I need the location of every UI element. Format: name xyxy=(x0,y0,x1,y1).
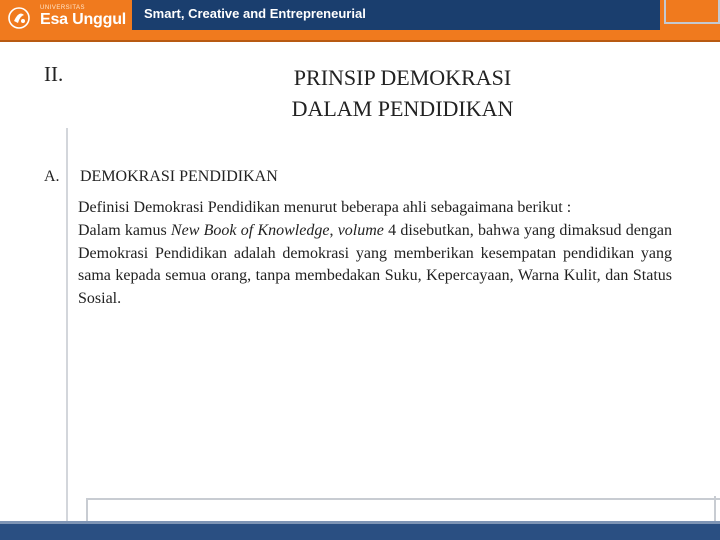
footer-bar xyxy=(0,524,720,540)
logo xyxy=(0,0,130,38)
book-title: New Book of Knowledge xyxy=(170,221,330,239)
para-text-post: 4 disebutkan, bahwa yang dimaksud dengan Demokrasi Pendidikan adalah demokrasi yang memberikan kesempatan pendidikan yang sama kepada semua orang, tanpa membedakan Suku, Kepercayaan, Warna Kulit, dan Status Sosial. xyxy=(78,221,672,308)
sub-heading xyxy=(44,168,278,186)
esa-unggul-logo-icon xyxy=(8,7,30,29)
sub-heading-text: DEMOKRASI PENDIDIKAN xyxy=(80,168,278,185)
paragraph-dictionary xyxy=(78,220,672,311)
volume-word: volume xyxy=(337,221,384,239)
para-text-pre: Dalam kamus xyxy=(78,221,171,239)
section-number: II. xyxy=(44,62,64,86)
slide-title xyxy=(200,62,605,124)
title-line-1: PRINSIP DEMOKRASI xyxy=(293,65,512,90)
paragraph-definition: Definisi Demokrasi Pendidikan menurut beberapa ahli sebagaimana berikut : xyxy=(78,199,572,216)
footer-decorative-edge xyxy=(714,496,716,524)
sub-heading-label: A. xyxy=(44,168,60,185)
header-decoration xyxy=(664,0,720,24)
title-line-2: DALAM PENDIDIKAN xyxy=(291,96,514,121)
para-text-mid: , xyxy=(329,221,338,239)
left-decorative-line xyxy=(66,128,68,522)
header-divider xyxy=(0,40,720,42)
logo-subtitle: UNIVERSITAS xyxy=(40,5,86,11)
logo-name: Esa Unggul xyxy=(40,11,127,28)
tagline: Smart, Creative and Entrepreneurial xyxy=(144,6,366,21)
body-text xyxy=(78,197,672,311)
header-bar xyxy=(0,0,720,42)
